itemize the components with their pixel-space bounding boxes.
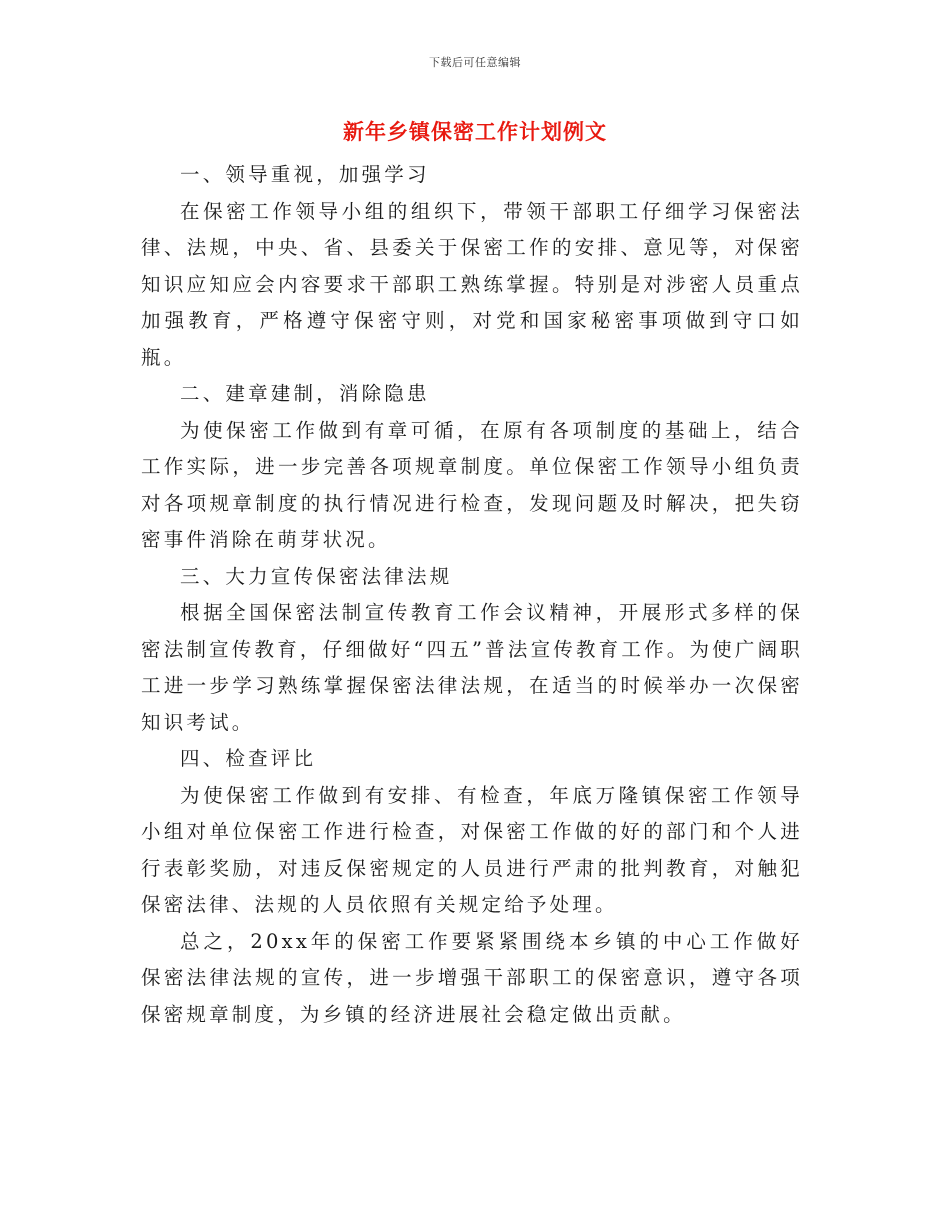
section-heading-3: 三、大力宣传保密法律法规 [180,564,453,588]
paragraph-4: 为使保密工作做到有安排、有检查，年底万隆镇保密工作领导小组对单位保密工作进行检查，对保密工作做的好的部门和个人进行表彰奖励，对违反保密规定的人员进行严肃的批判教育，对触犯保密法律、法规的人员依照有关规定给予处理。 [141,783,803,916]
document-body [141,157,803,1033]
paragraph-2: 为使保密工作做到有章可循，在原有各项制度的基础上，结合工作实际，进一步完善各项规章制度。单位保密工作领导小组负责对各项规章制度的执行情况进行检查，发现问题及时解决，把失窃密事件消除在萌芽状况。 [141,418,803,551]
paragraph-3: 根据全国保密法制宣传教育工作会议精神，开展形式多样的保密法制宣传教育，仔细做好“四五”普法宣传教育工作。为使广阔职工进一步学习熟练掌握保密法律法规，在适当的时候举办一次保密知识考试。 [141,601,803,734]
section-heading-4: 四、检查评比 [180,747,317,770]
section-heading-2: 二、建章建制，消除隐患 [180,382,430,405]
page-header-note: 下载后可任意编辑 [429,56,521,69]
document-title: 新年乡镇保密工作计划例文 [343,119,607,144]
section-heading-1: 一、领导重视，加强学习 [180,163,430,186]
paragraph-1: 在保密工作领导小组的组织下，带领干部职工仔细学习保密法律、法规，中央、省、县委关于保密工作的安排、意见等，对保密知识应知应会内容要求干部职工熟练掌握。特别是对涉密人员重点加强教育，严格遵守保密守则，对党和国家秘密事项做到守口如瓶。 [141,199,803,369]
conclusion-paragraph: 总之，20xx年的保密工作要紧紧围绕本乡镇的中心工作做好保密法律法规的宣传，进一步增强干部职工的保密意识，遵守各项保密规章制度，为乡镇的经济进展社会稳定做出贡献。 [141,929,803,1026]
